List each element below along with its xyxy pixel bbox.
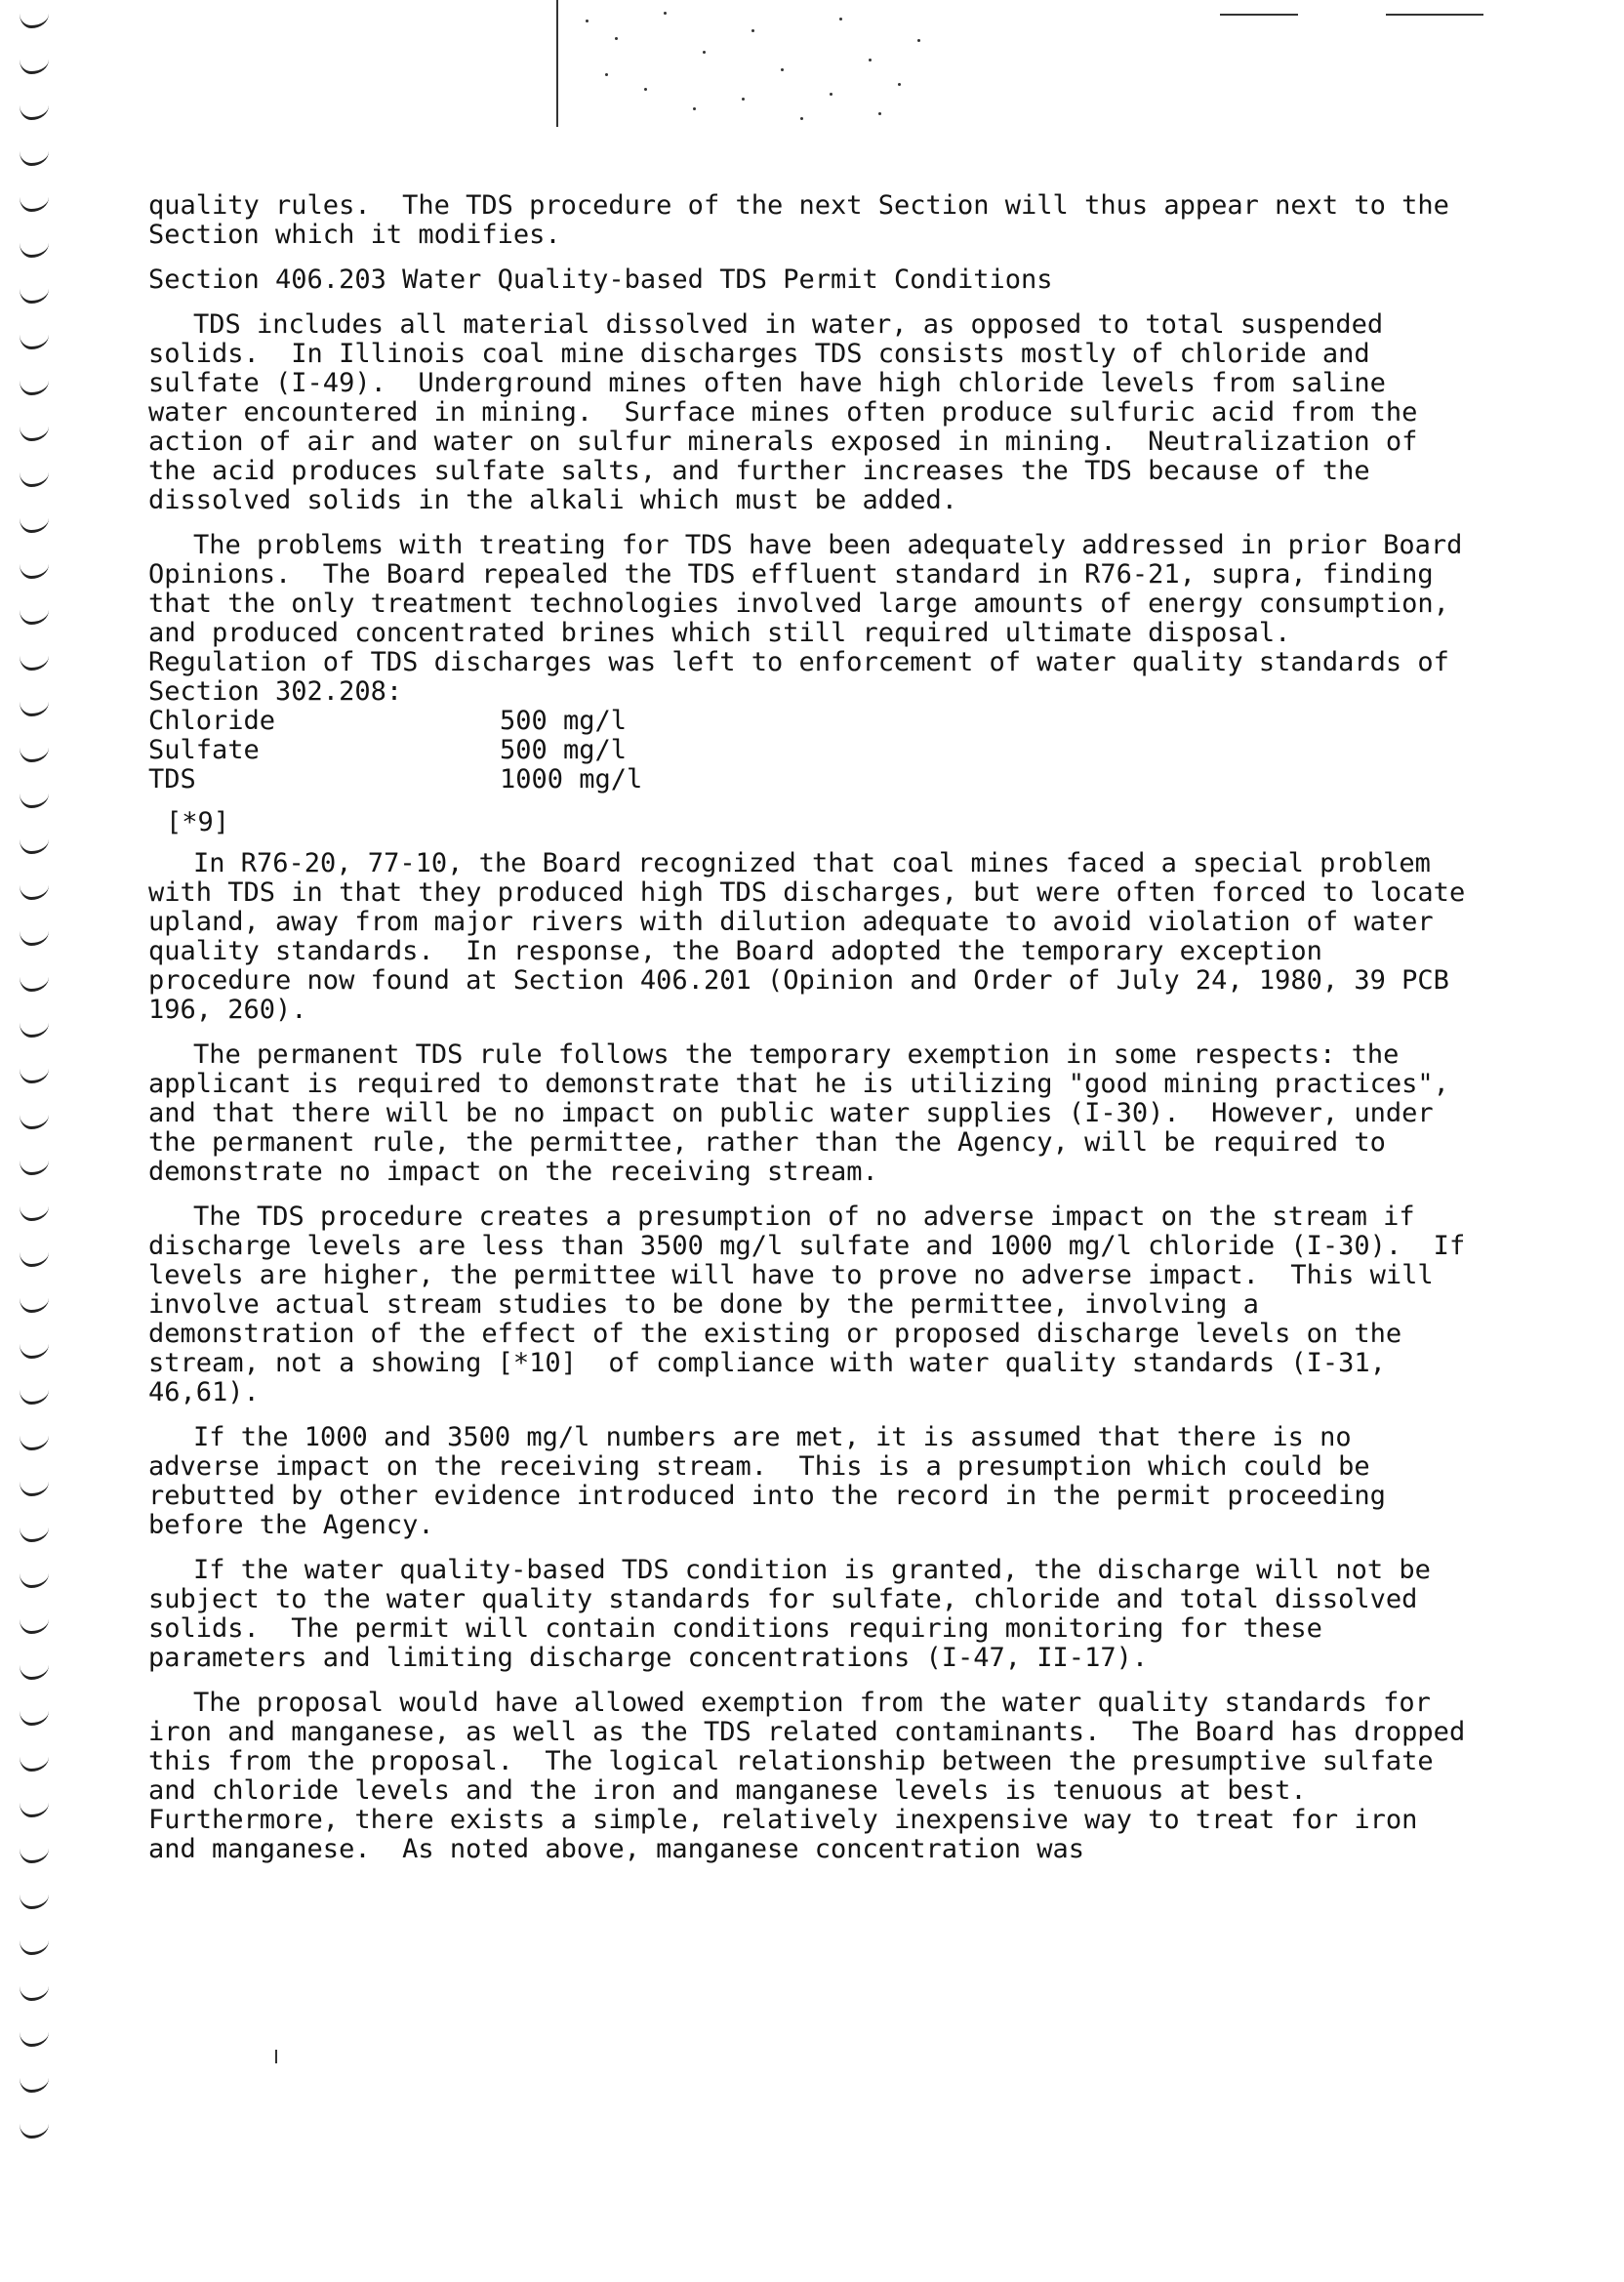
binding-mark xyxy=(20,1849,49,1863)
binding-mark xyxy=(20,1665,49,1680)
binding-mark xyxy=(20,1895,49,1909)
intro-paragraph: quality rules. The TDS procedure of the next Section will thus appear next to the Section which it modifies. xyxy=(148,190,1466,250)
binding-mark xyxy=(20,656,49,671)
binding-mark xyxy=(20,105,49,120)
binding-mark xyxy=(20,2032,49,2047)
binding-mark xyxy=(20,839,49,854)
scan-noise-line xyxy=(1220,14,1298,16)
binding-mark xyxy=(20,1528,49,1542)
binding-mark xyxy=(20,1573,49,1588)
binding-mark xyxy=(20,243,49,258)
binding-mark xyxy=(20,1023,49,1038)
standard-name: Chloride xyxy=(148,706,276,736)
scan-noise-line xyxy=(1386,14,1483,16)
paragraph-6: If the 1000 and 3500 mg/l numbers are met, it is assumed that there is no adverse impact on the receiving stream. This is a presumption which could be rebutted by other evidence introduced into the record in the permit proceeding before the Agency. xyxy=(148,1422,1402,1540)
binding-mark xyxy=(20,1206,49,1221)
binding-mark xyxy=(20,151,49,166)
binding-mark xyxy=(20,2124,49,2139)
binding-mark xyxy=(20,60,49,74)
binding-mark xyxy=(20,1344,49,1359)
paragraph-4: The permanent TDS rule follows the temporary exemption in some respects: the applicant is required to demonstrate that he is utilizing "good mining practices", and that there will be no impact on public water supplies (I-30). However, under the permanent rule, the permittee, rather than the Agency, will be required to demonstrate no impact on the receiving stream. xyxy=(148,1039,1466,1187)
binding-mark xyxy=(20,472,49,487)
paragraph-1: TDS includes all material dissolved in water, as opposed to total suspended solids. In Illinois coal mine discharges TDS consists mostly of chloride and sulfate (I-49). Underground mines often have high chloride levels from saline water encountered in mining. Surface mines often produce sulfuric acid from the action of air and water on sulfur minerals exposed in mining. Neutralization of the acid produces sulfate salts, and further increases the TDS because of the dissolved solids in the alkali which must be added. xyxy=(148,309,1434,515)
binding-mark xyxy=(20,1161,49,1175)
binding-mark xyxy=(20,1390,49,1405)
standards-row xyxy=(148,736,1466,765)
binding-mark xyxy=(20,1940,49,1955)
binding-mark xyxy=(20,1298,49,1313)
binding-mark xyxy=(20,1757,49,1772)
document-body xyxy=(148,190,1482,1880)
binding-mark xyxy=(20,1986,49,2001)
scan-noise-tick xyxy=(275,2050,277,2063)
binding-mark xyxy=(20,197,49,212)
standard-name: Sulfate xyxy=(148,735,260,765)
binding-mark xyxy=(20,381,49,395)
binding-mark xyxy=(20,931,49,946)
binding-mark xyxy=(20,427,49,441)
binding-mark xyxy=(20,610,49,625)
binding-mark xyxy=(20,1115,49,1129)
binding-mark xyxy=(20,1252,49,1267)
binding-mark xyxy=(20,2078,49,2093)
standard-name: TDS xyxy=(148,764,196,795)
binding-mark xyxy=(20,14,49,28)
binding-mark xyxy=(20,748,49,762)
binding-mark xyxy=(20,1711,49,1726)
binding-mark xyxy=(20,885,49,900)
binding-mark xyxy=(20,1069,49,1083)
paragraph-8: The proposal would have allowed exemption from the water quality standards for iron and manganese, as well as the TDS related contaminants. The Board has dropped this from the proposal. The logical relationship between the presumptive sulfate and chloride levels and the iron and manganese levels is tenuous at best. Furthermore, there exists a simple, relatively inexpensive way to treat for iron and manganese. As noted above, manganese concentration was xyxy=(148,1688,1482,1864)
scan-noise xyxy=(547,0,956,137)
binding-mark xyxy=(20,1803,49,1817)
paragraph-7: If the water quality-based TDS condition is granted, the discharge will not be subject to the water quality standards for sulfate, chloride and total dissolved solids. The permit will contain conditions requiring monitoring for these parameters and limiting discharge concentrations (I-47, II-17). xyxy=(148,1555,1447,1673)
paragraph-5: The TDS procedure creates a presumption of no adverse impact on the stream if discharge levels are less than 3500 mg/l sulfate and 1000 mg/l chloride (I-30). If levels are higher, the permittee will have to prove no adverse impact. This will involve actual stream studies to be done by the permittee, involving a demonstration of the effect of the existing or proposed discharge levels on the stream, not a showing [*10] of compliance with water quality standards (I-31, 46,61). xyxy=(148,1202,1482,1407)
binding-mark xyxy=(20,1436,49,1450)
binding-mark xyxy=(20,702,49,716)
binding-mark xyxy=(20,564,49,579)
standard-value: 1000 mg/l xyxy=(500,764,643,795)
standards-row xyxy=(148,707,1466,736)
standard-value: 500 mg/l xyxy=(500,706,628,736)
binding-mark xyxy=(20,1619,49,1634)
binding-edge-marks xyxy=(0,0,68,2282)
binding-mark xyxy=(20,289,49,304)
paragraph-3: In R76-20, 77-10, the Board recognized that coal mines faced a special problem with TDS in that they produced high TDS discharges, but were often forced to locate upland, away from major rivers with dilution adequate to avoid violation of water quality standards. In response, the Board adopted the temporary exception procedure now found at Section 406.201 (Opinion and Order of July 24, 1980, 39 PCB 196, 260). xyxy=(148,848,1482,1025)
paragraph-2: The problems with treating for TDS have been adequately addressed in prior Board Opinions. The Board repealed the TDS effluent standard in R76-21, supra, finding that the only treatment technologies involved large amounts of energy consumption, and produced concentrated brines which still required ultimate disposal. Regulation of TDS discharges was left to enforcement of water quality standards of Section 302.208: xyxy=(148,530,1479,707)
standard-value: 500 mg/l xyxy=(500,735,628,765)
binding-mark xyxy=(20,335,49,349)
standards-row xyxy=(148,765,1466,795)
page-marker: [*9] xyxy=(166,807,230,837)
binding-mark xyxy=(20,1482,49,1496)
binding-mark xyxy=(20,794,49,808)
binding-mark xyxy=(20,518,49,533)
standards-table xyxy=(148,707,1466,795)
section-heading: Section 406.203 Water Quality-based TDS Permit Conditions xyxy=(148,265,1053,295)
binding-mark xyxy=(20,977,49,992)
